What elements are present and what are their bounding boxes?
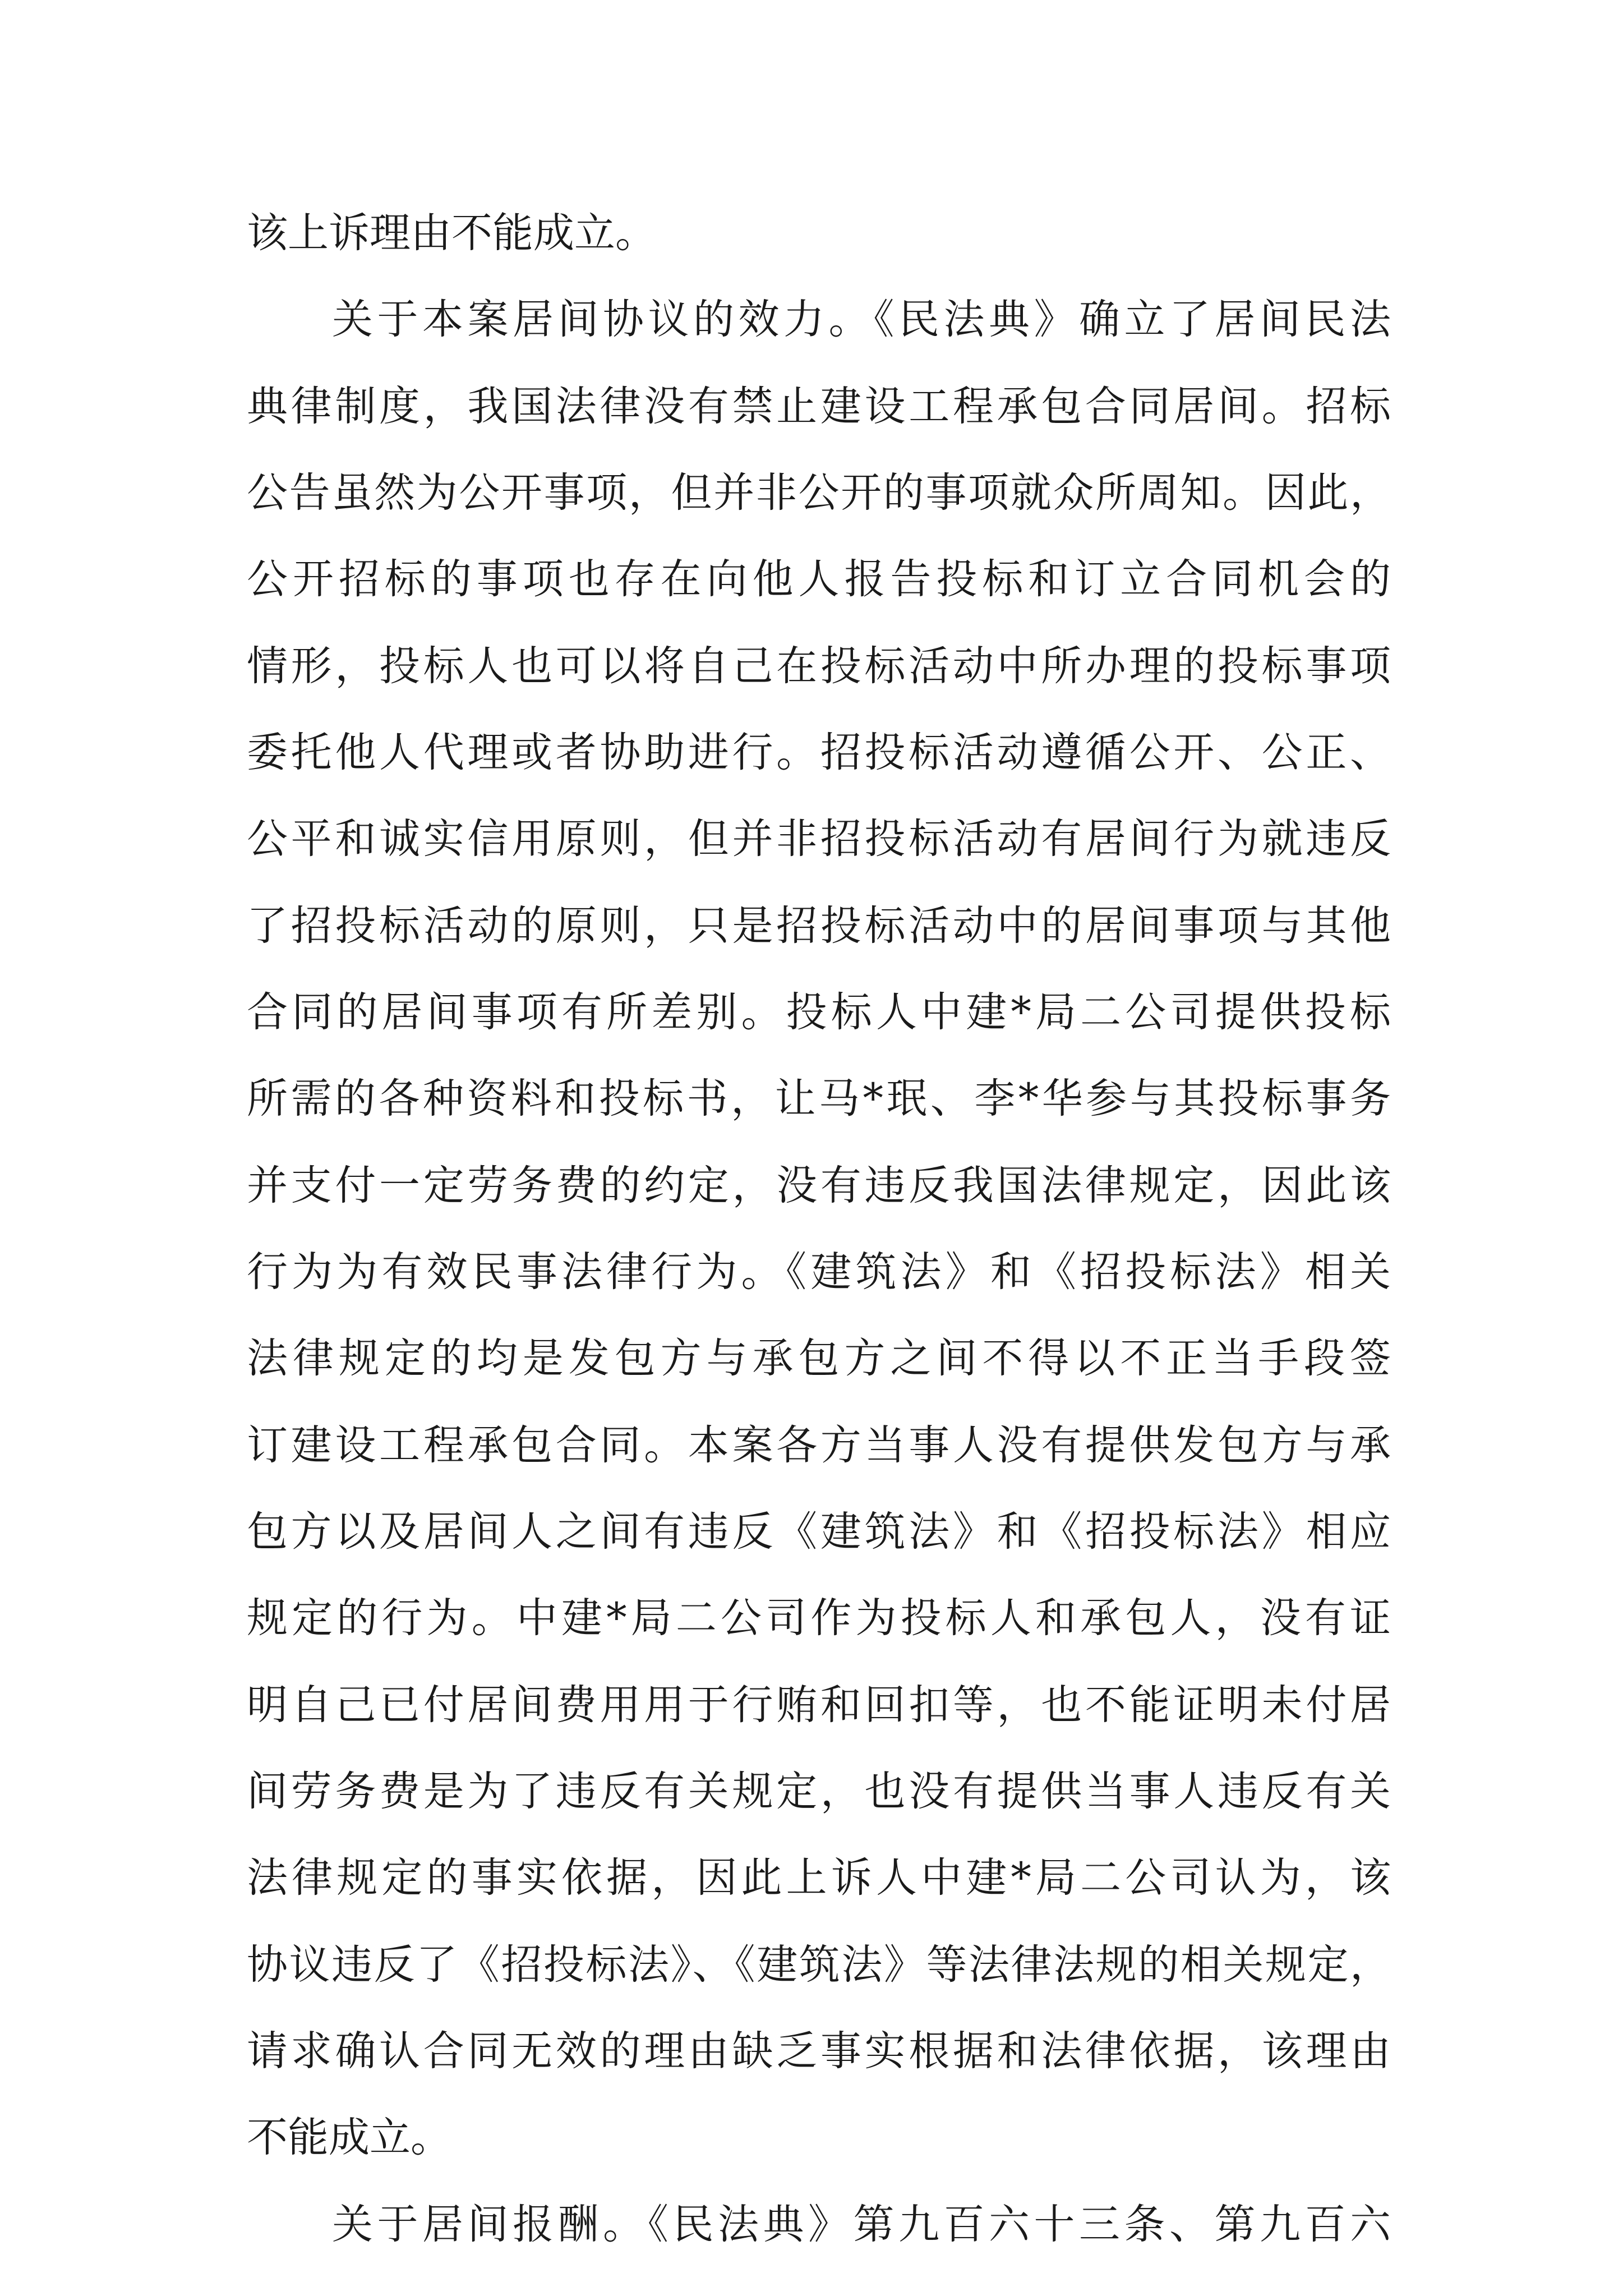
text-line: 包方以及居间人之间有违反《建筑法》和《招投标法》相应 xyxy=(247,1508,1391,1556)
paragraph-start-line: 关于居间报酬。《民法典》第九百六十三条、第九百六 xyxy=(332,2201,1391,2248)
text-line: 法律规定的均是发包方与承包方之间不得以不正当手段签 xyxy=(247,1335,1391,1382)
text-line: 不能成立。 xyxy=(247,2114,451,2161)
text-line: 公开招标的事项也存在向他人报告投标和订立合同机会的 xyxy=(247,555,1391,603)
text-line: 委托他人代理或者协助进行。招投标活动遵循公开、公正、 xyxy=(247,729,1391,776)
paragraph-start-line: 关于本案居间协议的效力。《民法典》确立了居间民法 xyxy=(332,296,1391,343)
text-line: 合同的居间事项有所差别。投标人中建*局二公司提供投标 xyxy=(247,988,1391,1036)
text-line: 该上诉理由不能成立。 xyxy=(247,209,656,257)
text-line: 行为为有效民事法律行为。《建筑法》和《招投标法》相关 xyxy=(247,1248,1391,1296)
text-line: 协议违反了《招投标法》、《建筑法》等法律法规的相关规定， xyxy=(247,1941,1391,1989)
text-line: 法律规定的事实依据，因此上诉人中建*局二公司认为，该 xyxy=(247,1854,1391,1902)
text-line: 所需的各种资料和投标书，让马*珉、李*华参与其投标事务 xyxy=(247,1075,1391,1122)
text-line: 了招投标活动的原则，只是招投标活动中的居间事项与其他 xyxy=(247,902,1391,950)
text-line: 间劳务费是为了违反有关规定，也没有提供当事人违反有关 xyxy=(247,1768,1391,1815)
text-line: 典律制度，我国法律没有禁止建设工程承包合同居间。招标 xyxy=(247,383,1391,430)
text-line: 明自己已付居间费用用于行贿和回扣等，也不能证明未付居 xyxy=(247,1681,1391,1729)
text-line: 并支付一定劳务费的约定，没有违反我国法律规定，因此该 xyxy=(247,1162,1391,1209)
text-line: 请求确认合同无效的理由缺乏事实根据和法律依据，该理由 xyxy=(247,2027,1391,2075)
text-line: 公告虽然为公开事项，但并非公开的事项就众所周知。因此， xyxy=(247,469,1391,517)
text-line: 公平和诚实信用原则，但并非招投标活动有居间行为就违反 xyxy=(247,815,1391,863)
text-line: 订建设工程承包合同。本案各方当事人没有提供发包方与承 xyxy=(247,1421,1391,1469)
text-line: 情形，投标人也可以将自己在投标活动中所办理的投标事项 xyxy=(247,642,1391,690)
text-line: 规定的行为。中建*局二公司作为投标人和承包人，没有证 xyxy=(247,1594,1391,1642)
